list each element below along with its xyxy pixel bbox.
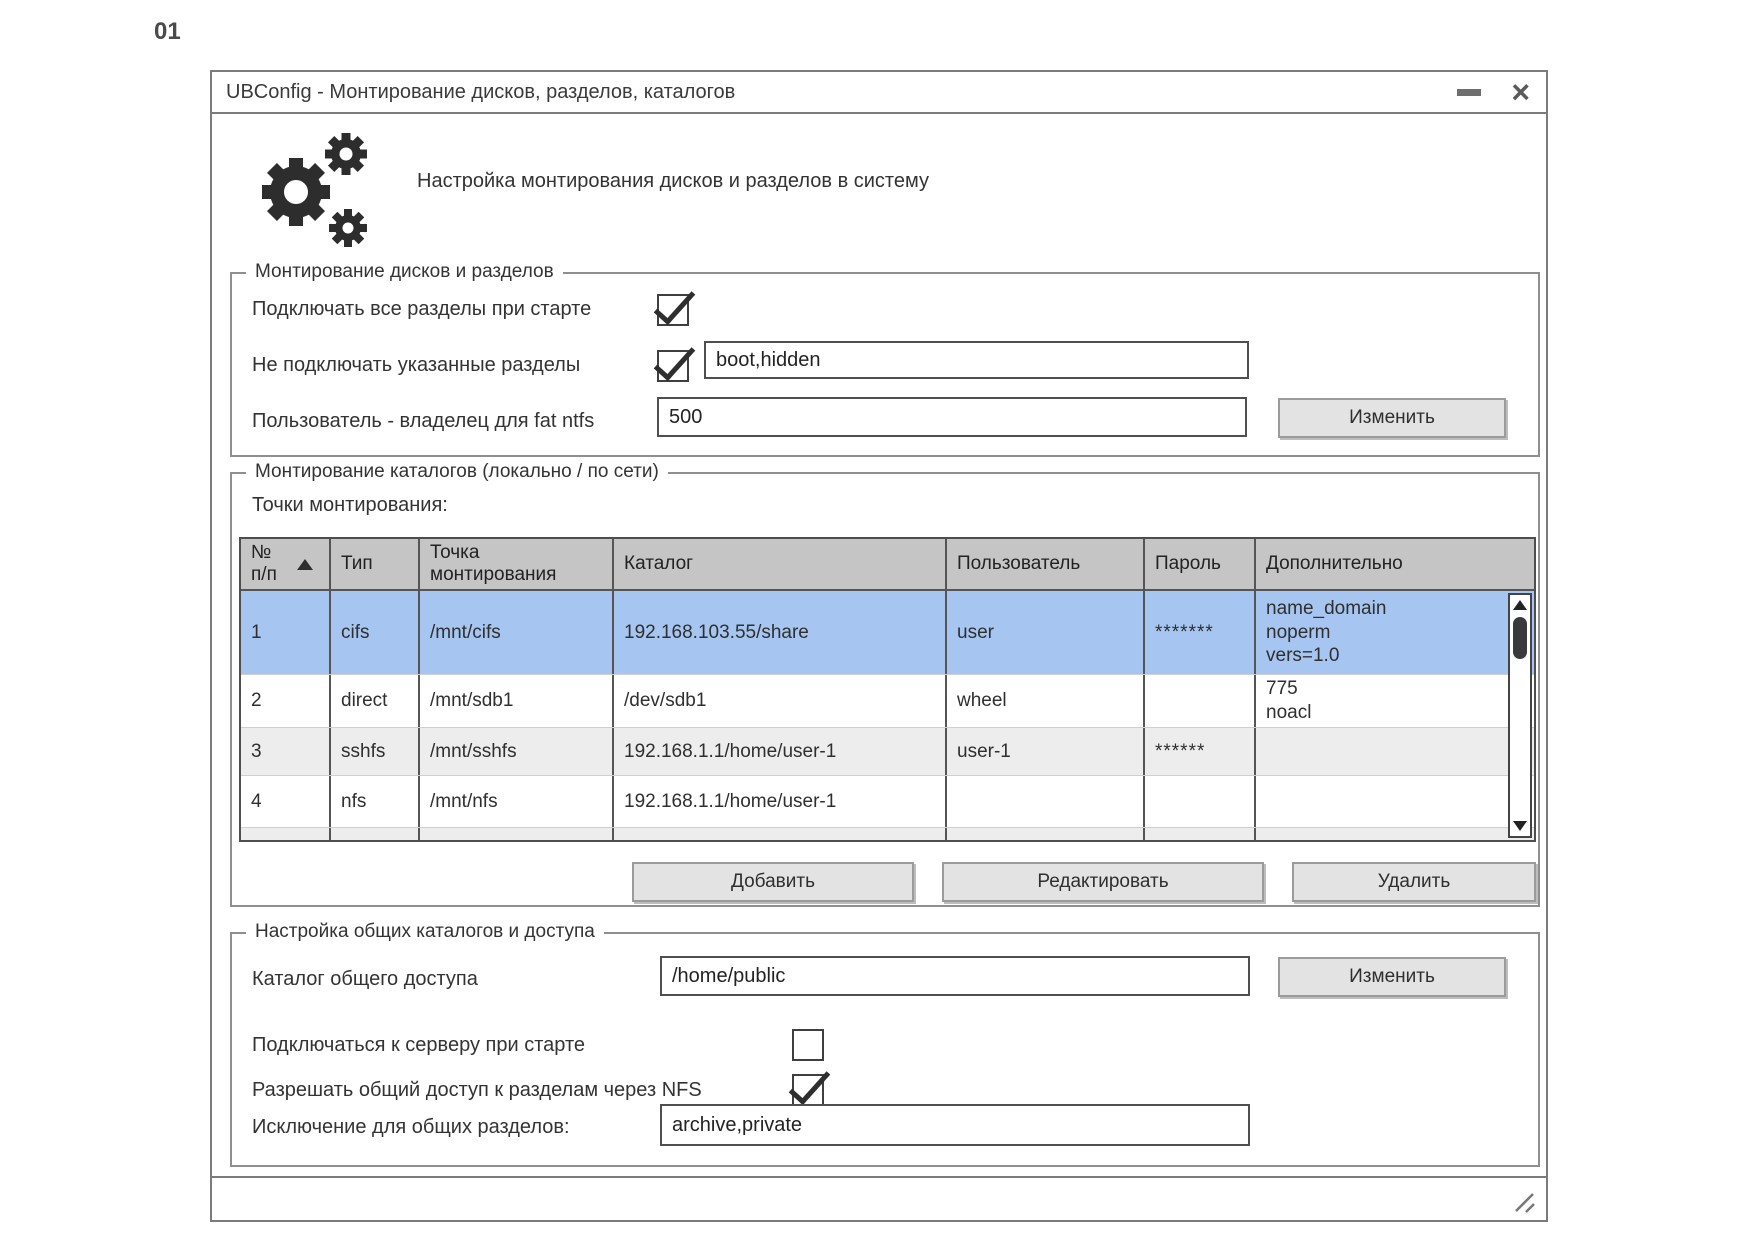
group-dir-mounting: [230, 461, 1540, 907]
cell-type: direct: [331, 675, 420, 727]
cell-dir: /dev/sdb1: [614, 675, 947, 727]
cell-type: nfs: [331, 776, 420, 827]
cell-user: user-1: [947, 728, 1145, 775]
app-subtitle: Настройка монтирования дисков и разделов в систему: [417, 170, 929, 192]
cell-point: /mnt/cifs: [420, 591, 614, 674]
group-shared-access: [230, 921, 1540, 1167]
exclude-partitions-input[interactable]: [704, 341, 1249, 379]
share-dir-input[interactable]: [660, 956, 1250, 996]
cell-num: 2: [241, 675, 331, 727]
cell-point: /mnt/sshfs: [420, 728, 614, 775]
column-header-pass[interactable]: Пароль: [1145, 539, 1256, 589]
close-button[interactable]: ×: [1511, 74, 1530, 110]
column-header-type[interactable]: Тип: [331, 539, 420, 589]
cell-dir: 192.168.1.1/home/user-1: [614, 728, 947, 775]
exclude-partitions-label: Не подключать указанные разделы: [252, 354, 581, 376]
cell-user: wheel: [947, 675, 1145, 727]
cell-extra: [1256, 728, 1534, 775]
sort-asc-icon[interactable]: [297, 559, 313, 570]
cell-type: sshfs: [331, 728, 420, 775]
add-button[interactable]: Добавить: [632, 862, 914, 902]
cell-num: 4: [241, 776, 331, 827]
delete-button[interactable]: Удалить: [1292, 862, 1536, 902]
column-header-user[interactable]: Пользователь: [947, 539, 1145, 589]
cell-pass: ******: [1145, 728, 1256, 775]
cell-pass: [1145, 675, 1256, 727]
scrollbar-thumb[interactable]: [1513, 617, 1527, 659]
exclude-partitions-checkbox[interactable]: [657, 350, 689, 382]
column-header-dir[interactable]: Каталог: [614, 539, 947, 589]
status-bar: [212, 1176, 1546, 1220]
window-controls: [1457, 74, 1530, 110]
group-disk-legend: Монтирование дисков и разделов: [246, 261, 563, 283]
table-header-row: [241, 539, 1534, 591]
minimize-icon: [1457, 89, 1481, 96]
mount-points-label: Точки монтирования:: [252, 494, 448, 516]
fat-ntfs-owner-label: Пользователь - владелец для fat ntfs: [252, 410, 595, 432]
edit-button[interactable]: Редактировать: [942, 862, 1264, 902]
table-row-partial: [241, 827, 1534, 840]
cell-num: 3: [241, 728, 331, 775]
table-row[interactable]: [241, 591, 1534, 674]
allow-nfs-label: Разрешать общий доступ к разделам через NFS: [252, 1079, 702, 1101]
share-exceptions-input[interactable]: [660, 1104, 1250, 1146]
mount-points-table: [239, 537, 1536, 842]
cell-extra: 775 noacl: [1266, 678, 1312, 723]
cell-type: cifs: [331, 591, 420, 674]
scroll-up-icon[interactable]: [1513, 600, 1527, 610]
group-shared-legend: Настройка общих каталогов и доступа: [246, 921, 604, 943]
group-disk-mounting: [230, 261, 1540, 457]
cell-point: /mnt/sdb1: [420, 675, 614, 727]
title-bar: [212, 72, 1546, 114]
cell-user: [947, 776, 1145, 827]
fat-ntfs-owner-input[interactable]: [657, 397, 1247, 437]
cell-dir: 192.168.103.55/share: [614, 591, 947, 674]
app-window: [210, 70, 1548, 1222]
minimize-button[interactable]: [1457, 89, 1481, 96]
cell-extra: name_domain noperm vers=1.0: [1266, 597, 1387, 667]
connect-on-start-label: Подключаться к серверу при старте: [252, 1034, 586, 1056]
table-row[interactable]: [241, 775, 1534, 827]
cell-extra: [1256, 776, 1534, 827]
window-title: UBConfig - Монтирование дисков, разделов, каталогов: [226, 80, 736, 103]
change-owner-button[interactable]: Изменить: [1278, 398, 1506, 438]
resize-grip[interactable]: [1512, 1190, 1538, 1214]
table-row[interactable]: [241, 674, 1534, 727]
cell-user: user: [947, 591, 1145, 674]
share-dir-label: Каталог общего доступа: [252, 968, 478, 990]
allow-nfs-checkbox[interactable]: [792, 1074, 824, 1106]
column-header-point[interactable]: Точка монтирования: [420, 539, 614, 589]
column-header-num[interactable]: № п/п: [241, 539, 331, 589]
cell-dir: 192.168.1.1/home/user-1: [614, 776, 947, 827]
gears-icon: [256, 128, 376, 254]
group-dir-legend: Монтирование каталогов (локально / по сети): [246, 461, 668, 483]
cell-num: 1: [241, 591, 331, 674]
mount-all-label: Подключать все разделы при старте: [252, 298, 592, 320]
cell-pass: [1145, 776, 1256, 827]
column-header-extra[interactable]: Дополнительно: [1266, 553, 1403, 575]
change-share-dir-button[interactable]: Изменить: [1278, 957, 1506, 997]
table-scrollbar[interactable]: [1508, 593, 1532, 838]
connect-on-start-checkbox[interactable]: [792, 1029, 824, 1061]
cell-point: /mnt/nfs: [420, 776, 614, 827]
mount-all-checkbox[interactable]: [657, 294, 689, 326]
table-row[interactable]: [241, 727, 1534, 775]
cell-pass: *******: [1145, 591, 1256, 674]
share-exceptions-label: Исключение для общих разделов:: [252, 1116, 570, 1138]
scroll-down-icon[interactable]: [1513, 821, 1527, 831]
page-number: 01: [154, 18, 181, 45]
